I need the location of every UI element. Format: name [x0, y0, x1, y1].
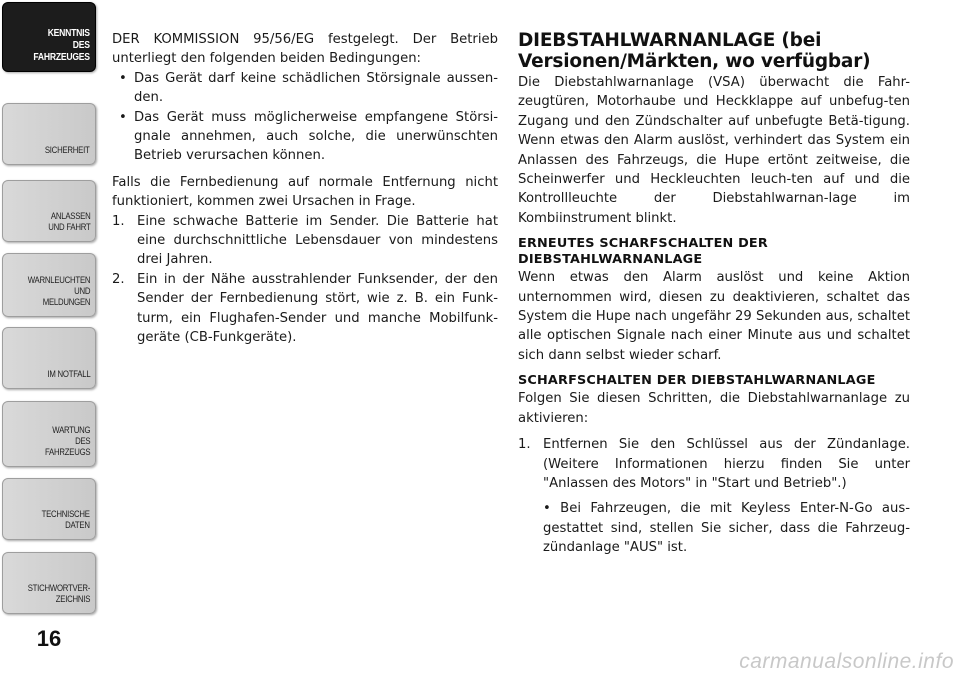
page-number: 16 — [36, 626, 62, 651]
item-number: 1. — [112, 213, 125, 229]
tab-anlassen-und-fahrt[interactable] — [2, 180, 96, 242]
tab-label: SICHERHEIT — [45, 145, 90, 156]
numbered-item — [112, 270, 498, 348]
sub-bullet-item: • Bei Fahrzeugen, die mit Keyless Enter-N-Go aus-gestattet sind, stellen Sie sicher, dass die Fahrzeug-zündanlage "AUS" ist. — [543, 501, 910, 556]
tab-label: WARTUNG DES FAHRZEUGS — [44, 425, 90, 458]
item-number: 2. — [112, 271, 125, 287]
paragraph: Wenn etwas den Alarm auslöst und keine Aktion unternommen wird, diesen zu deaktivieren, schaltet das System die Hupe nach ungefähr 29 Sekunden aus, schaltet alle optischen Signale nach einer Minute aus und schaltet sich dann selbst wieder scharf. — [518, 270, 910, 363]
section-title: DIEBSTAHLWARNANLAGE (bei Versionen/Märkten, wo verfügbar) — [518, 30, 871, 72]
tab-label: WARNLEUCHTEN UND MELDUNGEN — [27, 275, 90, 308]
paragraph: Falls die Fernbedienung auf normale Entfernung nicht funktioniert, kommen zwei Ursachen in Frage. — [112, 174, 498, 210]
tab-label: TECHNISCHE DATEN — [41, 509, 90, 531]
item-text: Ein in der Nähe ausstrahlender Funksender, der den Sender der Fernbedienung stört, wie z. B. ein Funk-turm, ein Flughafen-Sender und manche Mobilfunk-geräte (CB-Funkgeräte). — [137, 271, 498, 346]
paragraph: Folgen Sie diesen Schritten, die Diebstahlwarnanlage zu aktivieren: — [518, 391, 910, 426]
tab-warnleuchten-und-meldungen[interactable] — [2, 253, 96, 317]
intro-paragraph: DER KOMMISSION 95/56/EG festgelegt. Der Betrieb unterliegt den folgenden beiden Bedingungen: — [112, 32, 498, 67]
list-item: • Das Gerät muss möglicherweise empfangene Störsi-gnale annehmen, auch solche, die unerwünschten Betrieb verursachen können. — [112, 108, 498, 166]
item-number: 1. — [518, 437, 531, 453]
left-column — [112, 30, 498, 348]
tab-wartung-des-fahrzeugs[interactable] — [2, 401, 96, 467]
item-text: Entfernen Sie den Schlüssel aus der Zündanlage. (Weitere Informationen hierzu finden Sie unter "Anlassen des Motors" in "Start und Betrieb".) — [543, 437, 910, 491]
tab-label: KENNTNIS DES FAHRZEUGES — [33, 27, 90, 63]
tab-kenntnis-des-fahrzeuges[interactable] — [2, 2, 96, 72]
numbered-item — [518, 435, 910, 493]
right-column — [518, 30, 910, 558]
tab-technische-daten[interactable] — [2, 478, 96, 540]
list-item: • Das Gerät darf keine schädlichen Störsignale aussen-den. — [112, 69, 498, 108]
tab-label: IM NOTFALL — [47, 369, 90, 380]
tab-label: ANLASSEN UND FAHRT — [47, 211, 90, 233]
tab-sicherheit[interactable] — [2, 103, 96, 165]
tab-label: STICHWORTVER- ZEICHNIS — [27, 583, 90, 605]
subsection-title: SCHARFSCHALTEN DER DIEBSTAHLWARNANLAGE — [518, 373, 876, 389]
tab-im-notfall[interactable] — [2, 327, 96, 389]
chapter-sidebar — [0, 0, 100, 678]
intro-paragraph: Die Diebstahlwarnanlage (VSA) überwacht die Fahr-zeugtüren, Motorhaube und Heckklappe auf unbefug-ten Zugang und den Zündschalter auf unbefugte Betä-tigung. Wenn etwas den Alarm auslöst, verhindert das System ein Anlassen des Fahrzeugs, die Hupe ertönt zeitweise, die Scheinwerfer und Heckleuchten leuch-ten auf und die Kontrollleuchte der Diebstahlwarnan-lage im Kombiinstrument blinkt. — [518, 75, 910, 226]
item-text: Eine schwache Batterie im Sender. Die Batterie hat eine durchschnittliche Lebensdauer von mindestens drei Jahren. — [137, 213, 498, 268]
numbered-item — [112, 212, 498, 270]
subsection-title: ERNEUTES SCHARFSCHALTEN DER DIEBSTAHLWARNANLAGE — [518, 236, 768, 268]
tab-stichwortverzeichnis[interactable] — [2, 552, 96, 614]
watermark: carmanualsonline.info — [739, 650, 954, 673]
